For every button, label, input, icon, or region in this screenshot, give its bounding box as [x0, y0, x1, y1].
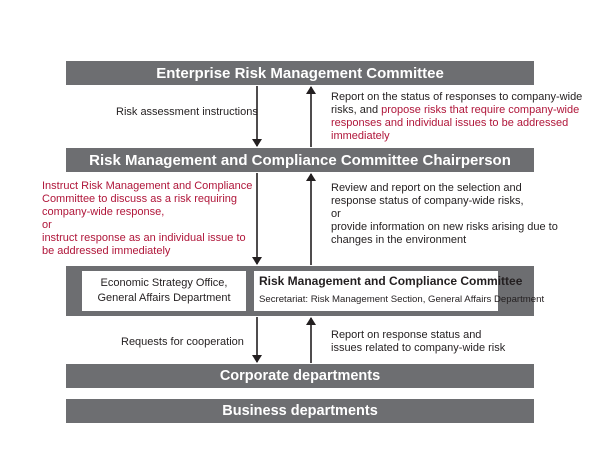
instruct-line3: company-wide response,	[42, 206, 165, 218]
review-line3: or	[331, 208, 341, 220]
instruct-line2: Committee to discuss as a risk requiring	[42, 193, 238, 205]
enterprise-risk-management-committee: Enterprise Risk Management Committee	[66, 61, 534, 85]
report-status-line2-red: propose risks that require company-wide	[381, 104, 580, 116]
report-status-line4: immediately	[331, 130, 390, 142]
instruct-line6: be addressed immediately	[42, 245, 171, 257]
business-departments: Business departments	[66, 399, 534, 423]
instruct-line4: or	[42, 219, 52, 231]
economic-office-line2: General Affairs Department	[97, 292, 231, 304]
review-line1: Review and report on the selection and	[331, 182, 522, 194]
review-line5: changes in the environment	[331, 234, 467, 246]
risk-assessment-instructions: Risk assessment instructions	[116, 106, 258, 118]
rmcc-secretariat: Secretariat: Risk Management Section, General Affairs Department	[259, 294, 545, 305]
report-status-line2-black: risks, and	[331, 104, 382, 116]
review-line2: response status of company-wide risks,	[331, 195, 524, 207]
economic-office-line1: Economic Strategy Office,	[100, 277, 228, 289]
corporate-departments: Corporate departments	[66, 364, 534, 388]
report-response-line2: issues related to company-wide risk	[331, 342, 506, 354]
instruct-line1: Instruct Risk Management and Compliance	[42, 180, 253, 192]
report-status-line3: responses and individual issues to be addressed	[331, 117, 569, 129]
instruct-line5: instruct response as an individual issue to	[42, 232, 246, 244]
requests-for-cooperation: Requests for cooperation	[121, 336, 244, 348]
review-line4: provide information on new risks arising due to	[331, 221, 558, 233]
rmcc-title: Risk Management and Compliance Committee	[259, 274, 523, 288]
report-status-line1: Report on the status of responses to company-wide	[331, 91, 583, 103]
report-response-line1: Report on response status and	[331, 329, 482, 341]
chairperson-box: Risk Management and Compliance Committee Chairperson	[66, 148, 534, 172]
